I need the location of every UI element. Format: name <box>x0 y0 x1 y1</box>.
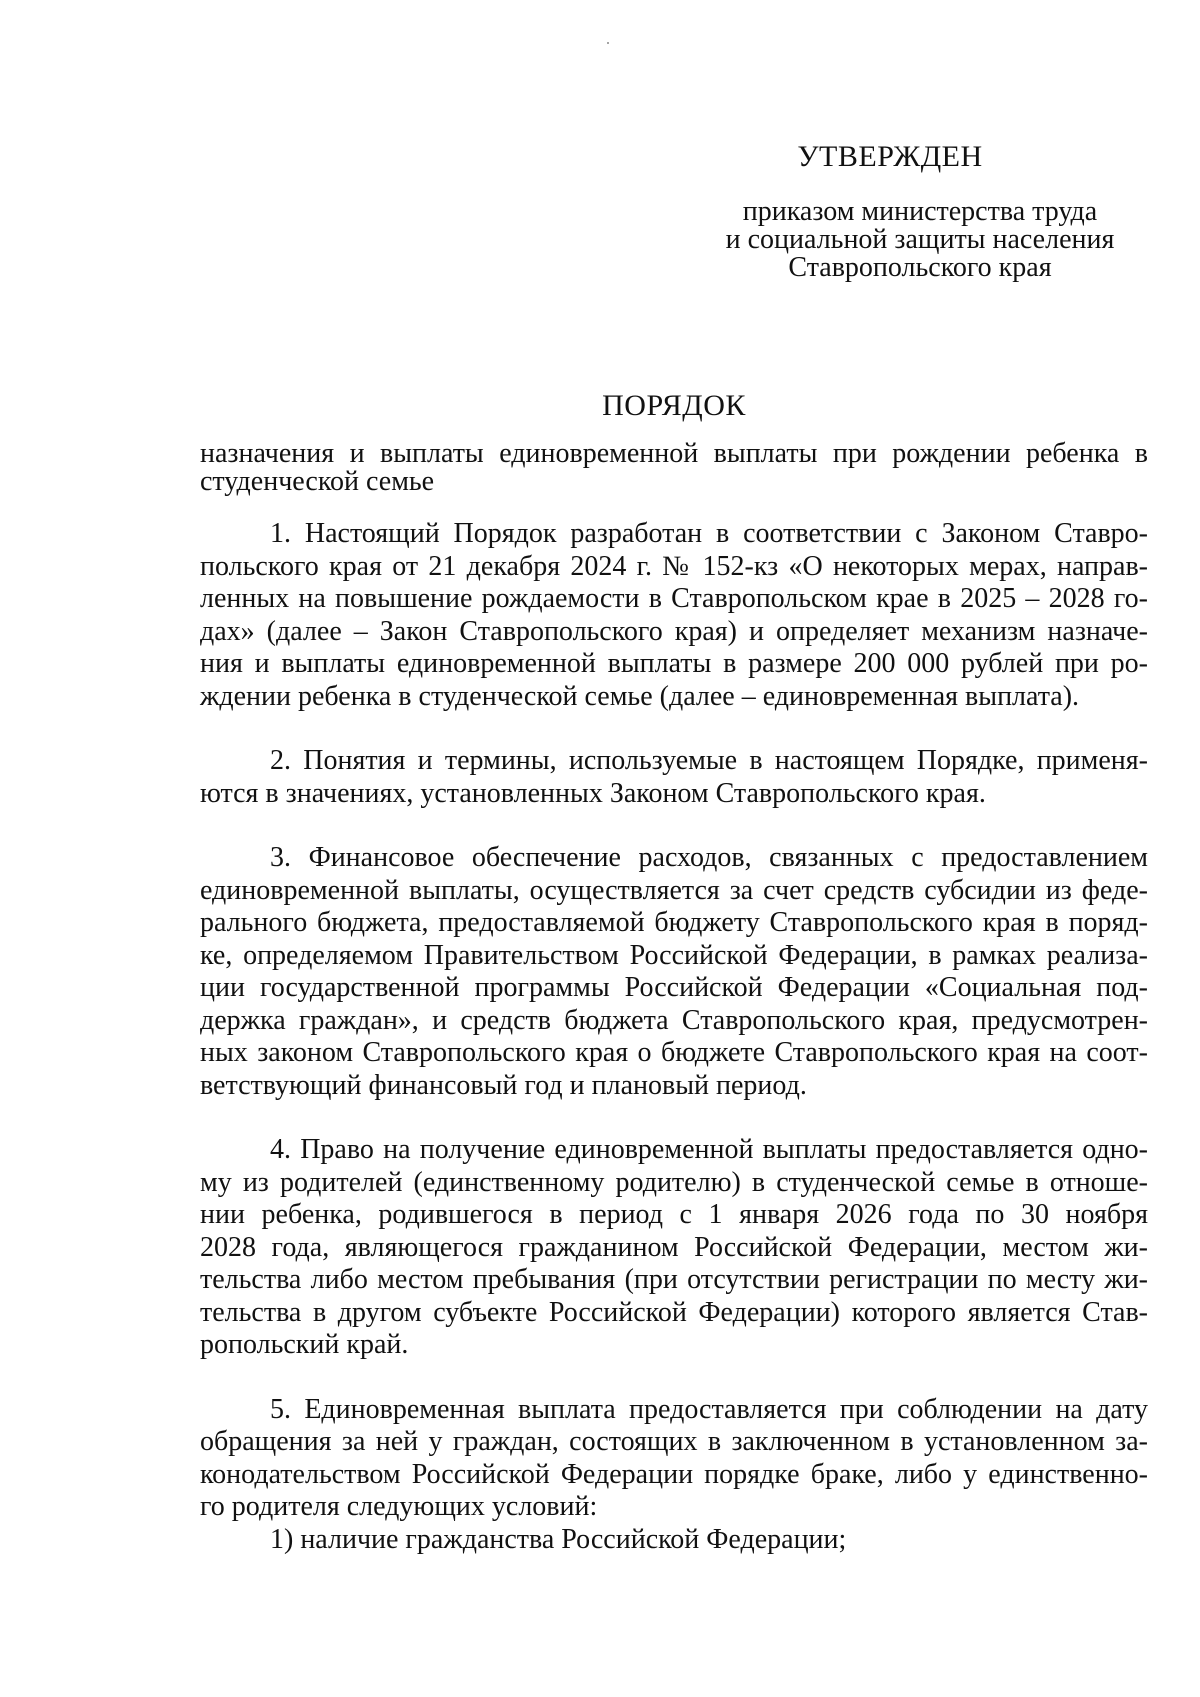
paragraph-line: держка граждан», и средств бюджета Ставропольского края, предусмотрен- <box>200 1004 1148 1036</box>
paragraph-line: ветствующий финансовый год и плановый период. <box>200 1069 807 1101</box>
paragraph-line: ных законом Ставропольского края о бюджете Ставропольского края на соот- <box>200 1037 1148 1068</box>
paragraph-line: 3. Финансовое обеспечение расходов, связанных с предоставлением <box>270 842 1148 873</box>
approval-authority <box>700 198 1140 282</box>
document-body <box>200 518 1148 1588</box>
approval-stamp-title: УТВЕРЖДЕН <box>797 140 983 173</box>
paragraph-line: тельства в другом субъекте Российской Федерации) которого является Став- <box>200 1296 1148 1328</box>
paragraph-line: ции государственной программы Российской Федерации «Социальная под- <box>200 972 1148 1003</box>
paragraph-line: 2028 года, являющегося гражданином Российской Федерации, местом жи- <box>200 1231 1148 1263</box>
document-subtitle <box>200 440 1148 496</box>
paragraph-line: ропольский край. <box>200 1329 409 1360</box>
authority-line-1: приказом министерства труда <box>742 196 1098 227</box>
paragraph-line: 1. Настоящий Порядок разработан в соответствии с Законом Ставро- <box>270 518 1148 549</box>
paragraph-line: рального бюджета, предоставляемой бюджету Ставропольского края в поряд- <box>200 907 1148 938</box>
paragraph-1 <box>200 518 1148 713</box>
scan-dot <box>607 42 609 44</box>
paragraph-2 <box>200 745 1148 810</box>
paragraph-line: 2. Понятия и термины, используемые в настоящем Порядке, применя- <box>270 745 1148 776</box>
document-title: ПОРЯДОК <box>602 389 746 422</box>
paragraph-line: го родителя следующих условий: <box>200 1491 598 1522</box>
paragraph-line: единовременной выплаты, осуществляется за счет средств субсидии из феде- <box>200 874 1148 906</box>
condition-item-1: 1) наличие гражданства Российской Федерации; <box>270 1523 847 1555</box>
authority-line-2: и социальной защиты населения <box>725 224 1115 255</box>
paragraph-line: ленных на повышение рождаемости в Ставропольском крае в 2025 – 2028 го- <box>200 583 1148 614</box>
paragraph-line: обращения за ней у граждан, состоящих в заключенном в установленном за- <box>200 1426 1148 1457</box>
authority-line-3: Ставропольского края <box>788 252 1052 283</box>
paragraph-line: ждении ребенка в студенческой семье (далее – единовременная выплата). <box>200 680 1080 712</box>
subtitle-line-2: студенческой семье <box>200 466 435 497</box>
paragraph-5 <box>200 1394 1148 1557</box>
paragraph-line: ке, определяемом Правительством Российской Федерации, в рамках реализа- <box>200 939 1148 971</box>
paragraph-line: ются в значениях, установленных Законом Ставропольского края. <box>200 777 986 809</box>
subtitle-line-1: назначения и выплаты единовременной выплаты при рождении ребенка в <box>200 438 1148 469</box>
paragraph-line: 5. Единовременная выплата предоставляется при соблюдении на дату <box>270 1393 1148 1425</box>
paragraph-line: тельства либо местом пребывания (при отсутствии регистрации по месту жи- <box>200 1264 1148 1295</box>
paragraph-3 <box>200 842 1148 1102</box>
paragraph-line: ния и выплаты единовременной выплаты в размере 200 000 рублей при ро- <box>200 648 1148 679</box>
paragraph-line: 4. Право на получение единовременной выплаты предоставляется одно- <box>270 1134 1148 1165</box>
paragraph-4 <box>200 1134 1148 1362</box>
paragraph-line: му из родителей (единственному родителю) в студенческой семье в отноше- <box>200 1166 1148 1198</box>
paragraph-line: конодательством Российской Федерации порядке браке, либо у единственно- <box>200 1458 1148 1490</box>
paragraph-line: польского края от 21 декабря 2024 г. № 152-кз «О некоторых мерах, направ- <box>200 550 1148 582</box>
paragraph-line: дах» (далее – Закон Ставропольского края) и определяет механизм назначе- <box>200 615 1148 647</box>
paragraph-line: нии ребенка, родившегося в период с 1 января 2026 года по 30 ноября <box>200 1199 1148 1230</box>
